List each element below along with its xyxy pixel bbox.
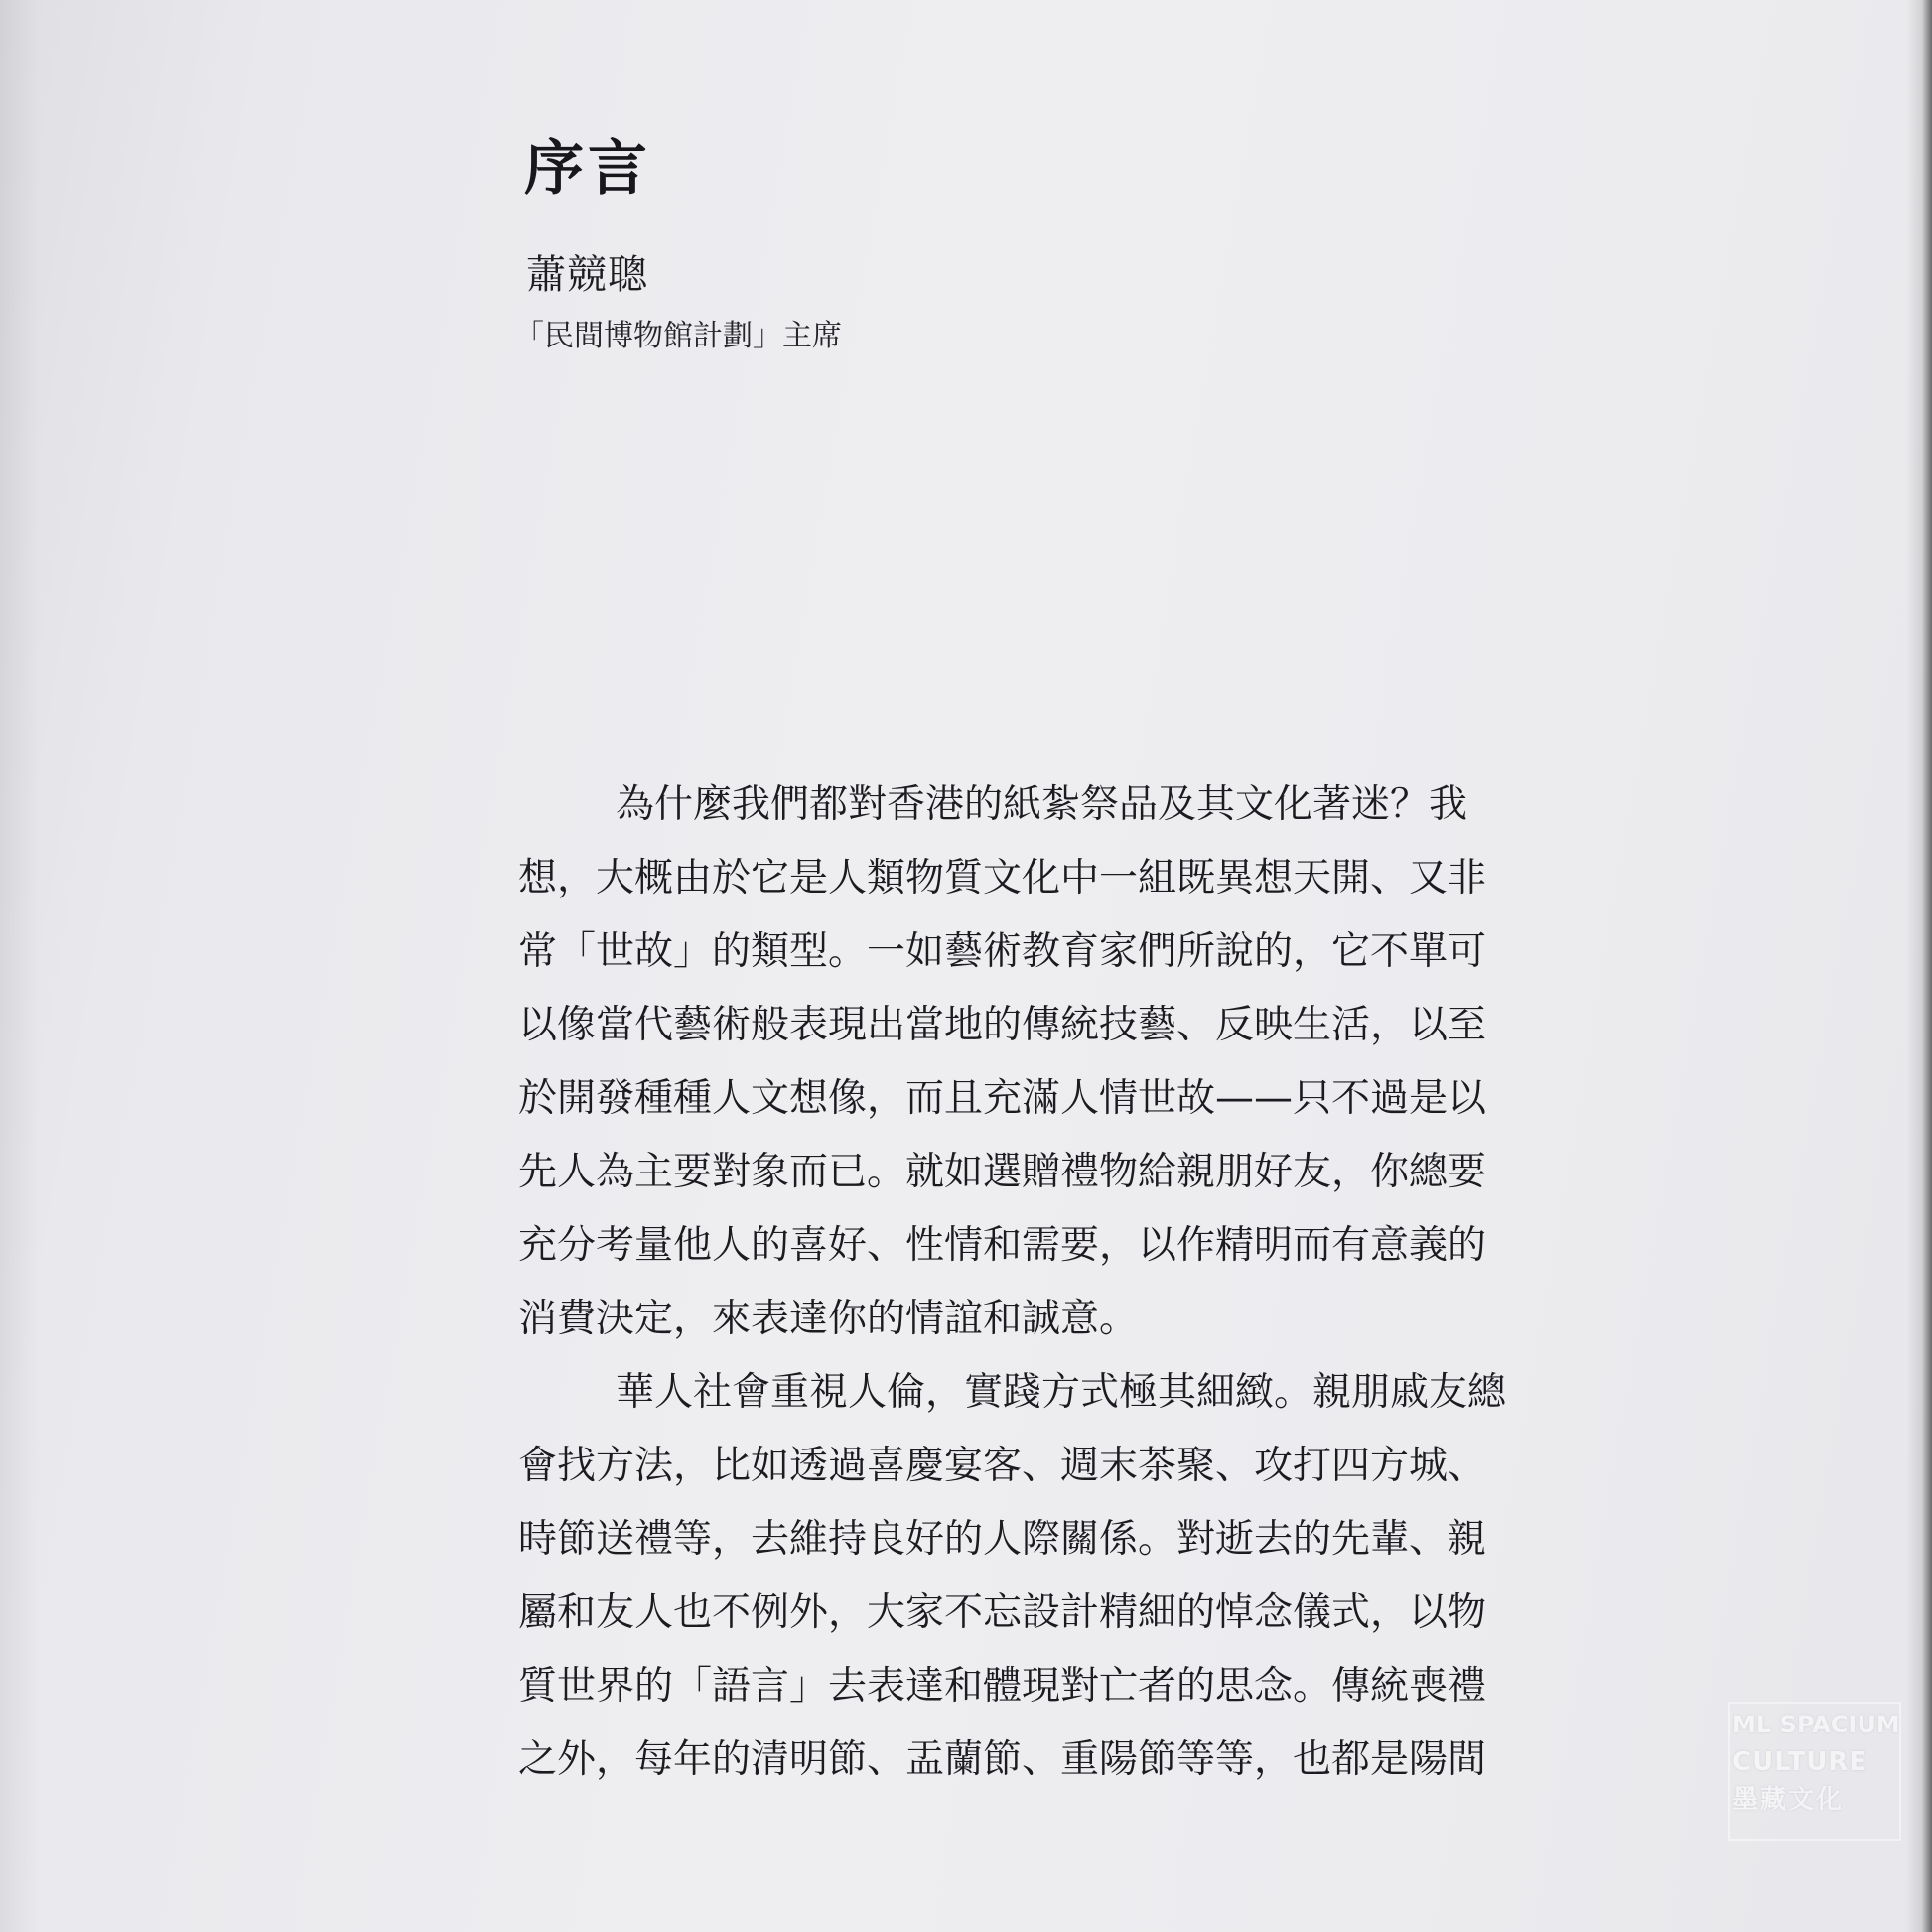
paragraph-1-line-2: 想，大概由於它是人類物質文化中一組既異想天開、又非 [518, 856, 1487, 900]
paragraph-2-line-6: 之外，每年的清明節、盂蘭節、重陽節等等，也都是陽間 [518, 1737, 1487, 1782]
paragraph-1-line-3: 常「世故」的類型。一如藝術教育家們所說的，它不單可 [518, 929, 1487, 974]
watermark-line-1: ML SPACIUM [1732, 1711, 1900, 1738]
paragraph-1-line-8: 消費決定，來表達你的情誼和誠意。 [518, 1297, 1139, 1341]
paragraph-1-line-5: 於開發種種人文想像，而且充滿人情世故——只不過是以 [518, 1076, 1487, 1121]
author-name: 蕭競聰 [526, 252, 648, 298]
watermark-logo [1732, 1706, 1900, 1849]
paragraph-2-line-5: 質世界的「語言」去表達和體現對亡者的思念。傳統喪禮 [518, 1664, 1487, 1709]
paragraph-2-line-3: 時節送禮等，去維持良好的人際關係。對逝去的先輩、親 [518, 1517, 1487, 1562]
page-title: 序言 [524, 134, 651, 204]
author-role: 「民間博物館計劃」主席 [514, 319, 842, 353]
paragraph-2-line-4: 屬和友人也不例外，大家不忘設計精細的悼念儀式，以物 [518, 1590, 1487, 1635]
paragraph-1-line-4: 以像當代藝術般表現出當地的傳統技藝、反映生活，以至 [518, 1003, 1487, 1047]
watermark-frame [1728, 1702, 1901, 1841]
paragraph-1-line-6: 先人為主要對象而已。就如選贈禮物給親朋好友，你總要 [518, 1150, 1487, 1194]
spine-shadow [1906, 0, 1932, 1932]
paragraph-2-line-2: 會找方法，比如透過喜慶宴客、週末茶聚、攻打四方城、 [518, 1444, 1487, 1488]
paragraph-2-line-1: 華人社會重視人倫，實踐方式極其細緻。親朋戚友總 [616, 1370, 1507, 1415]
body-text [518, 768, 1610, 1797]
paragraph-1-line-7: 充分考量他人的喜好、性情和需要，以作精明而有意義的 [518, 1223, 1487, 1268]
watermark-line-3: 墨藏文化 [1732, 1785, 1845, 1815]
page-edge-shadow [0, 0, 40, 1932]
paragraph-1-line-1: 為什麼我們都對香港的紙紮祭品及其文化著迷？我 [616, 782, 1468, 827]
watermark-line-2: CULTURE [1732, 1747, 1868, 1777]
